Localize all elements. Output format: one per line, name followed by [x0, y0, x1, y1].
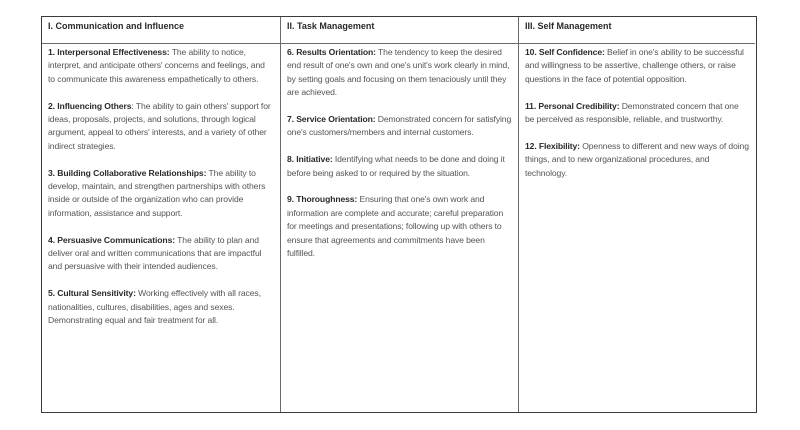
competency-item	[525, 46, 749, 86]
competency-description: Demonstrated concern for satisfying one's customers/members and internal customers.	[287, 114, 512, 138]
competency-item	[287, 193, 512, 260]
column-header: III. Self Management	[519, 17, 755, 44]
competency-title: 11. Personal Credibility:	[525, 100, 620, 111]
competency-item	[48, 234, 274, 274]
competency-item	[287, 153, 512, 180]
column-task-management	[281, 17, 519, 412]
competency-description: Identifying what needs to be done and doing it before being asked to or required by the situation.	[287, 154, 505, 178]
competency-item	[525, 140, 749, 180]
column-communication-influence	[42, 17, 281, 412]
competency-item	[287, 113, 512, 140]
competency-title: 2. Influencing Others	[48, 100, 132, 111]
competency-description: Demonstrated concern that one be perceived as responsible, reliable, and trustworthy.	[525, 100, 739, 125]
competency-title: 9. Thoroughness:	[287, 194, 358, 205]
competency-item	[48, 100, 274, 154]
competency-description: The tendency to keep the desired end result of one's own and one's unit's work clearly in mind, by setting goals and focusing on them tenaciously until they are achieved.	[287, 47, 510, 98]
competency-title: 8. Initiative:	[287, 154, 333, 165]
competency-item	[48, 287, 274, 327]
competency-item	[48, 167, 274, 221]
competency-title: 4. Persuasive Communications:	[48, 234, 176, 245]
competency-title: 3. Building Collaborative Relationships:	[48, 167, 207, 178]
column-header: I. Communication and Influence	[42, 17, 280, 44]
competency-description: The ability to develop, maintain, and strengthen partnerships with others inside or outside of the organization who can provide information, assistance and support.	[48, 167, 266, 218]
competency-description: Openness to different and new ways of doing things, and to new organizational procedures, and technology.	[525, 140, 749, 178]
competency-title: 12. Flexibility:	[525, 140, 580, 151]
competency-description: Ensuring that one's own work and information are complete and accurate; careful preparation for meetings and presentations; following up with others to ensure that agreements and commitments have been fulfilled.	[287, 194, 504, 259]
competency-table	[41, 16, 757, 413]
competency-description: Working effectively with all races, nationalities, cultures, disabilities, ages and sexes. Demonstrating equal and fair treatment for all.	[48, 288, 261, 326]
competency-title: 10. Self Confidence:	[525, 47, 605, 57]
competency-item	[48, 46, 274, 86]
competency-title: 7. Service Orientation:	[287, 114, 376, 125]
competency-item	[287, 46, 512, 100]
column-header: II. Task Management	[281, 17, 518, 44]
competency-description: Belief in one's ability to be successful and willingness to be assertive, challenge others, or raise questions in the face of potential opposition.	[525, 47, 744, 84]
column-self-management	[519, 17, 755, 412]
competency-description: The ability to notice, interpret, and anticipate others' concerns and feelings, and to communicate this awareness empathetically to others.	[48, 47, 265, 84]
competency-description: : The ability to gain others' support for ideas, proposals, projects, and solutions, through logical argument, appeal to others' interests, and a variety of other indirect strategies.	[48, 100, 271, 151]
competency-item	[525, 100, 749, 127]
competency-title: 5. Cultural Sensitivity:	[48, 288, 136, 299]
competency-title: 6. Results Orientation:	[287, 47, 376, 57]
competency-title: 1. Interpersonal Effectiveness:	[48, 47, 170, 57]
competency-description: The ability to plan and deliver oral and written communications that are impactful and persuasive with their intended audiences.	[48, 234, 262, 272]
